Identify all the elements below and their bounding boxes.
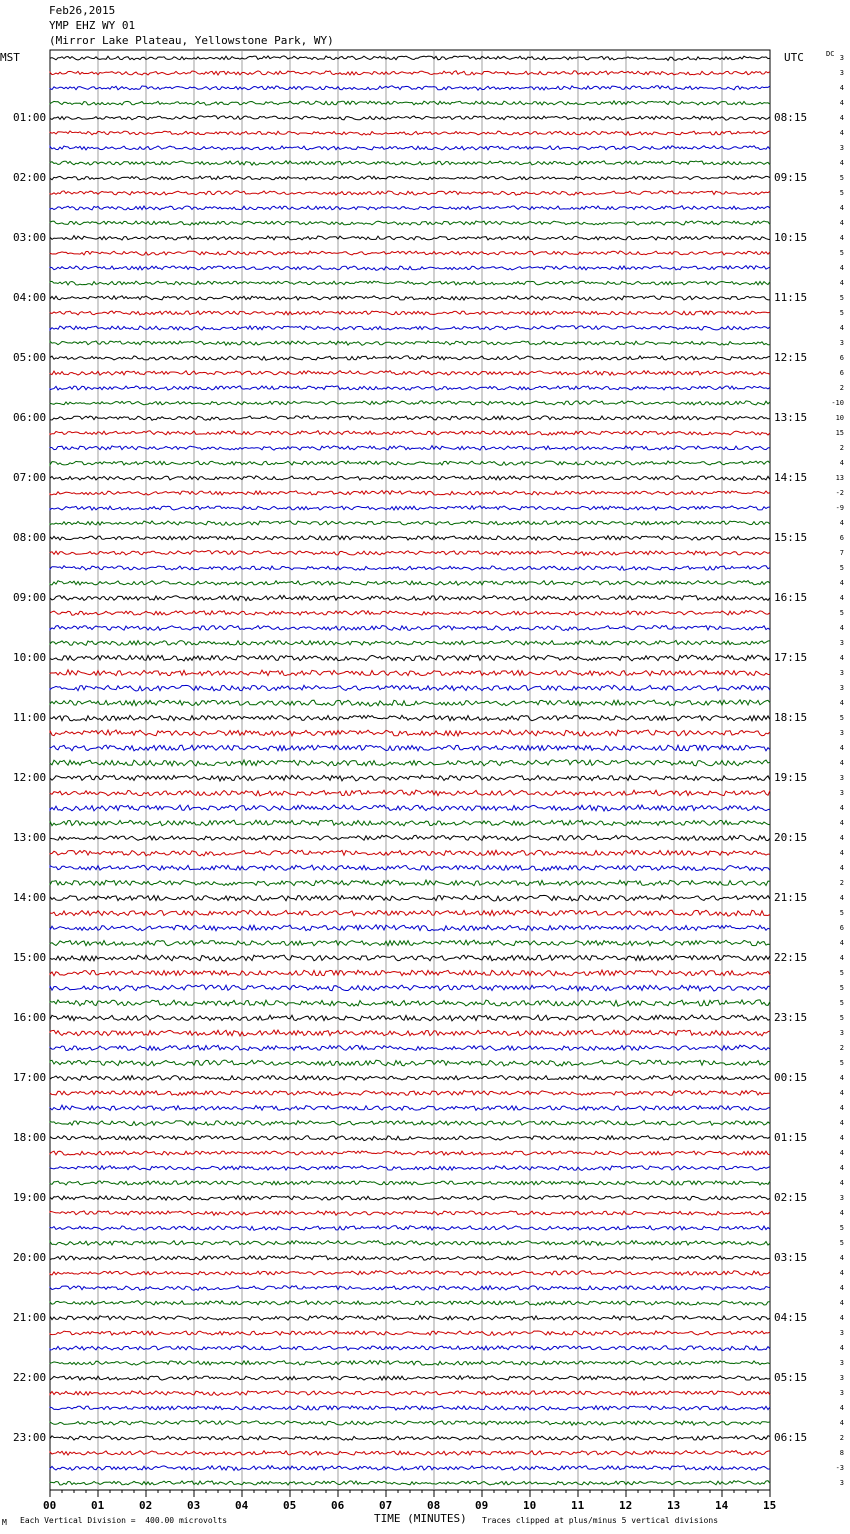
dc-offset-value: 7: [839, 549, 844, 557]
dc-offset-value: 4: [839, 1209, 844, 1217]
hour-label-right: 05:15: [774, 1371, 808, 1384]
x-tick-label: 11: [571, 1499, 585, 1512]
seismic-trace: [50, 910, 770, 916]
dc-offset-value: 13: [835, 474, 844, 482]
dc-offset-value: 4: [839, 759, 844, 767]
dc-offset-value: 3: [839, 144, 844, 152]
dc-offset-value: 4: [839, 1419, 844, 1427]
seismic-trace: [50, 880, 770, 886]
seismic-trace: [50, 1241, 770, 1246]
dc-offset-value: -9: [835, 504, 844, 512]
hour-label-right: 12:15: [774, 351, 808, 364]
seismic-trace: [50, 760, 770, 766]
dc-offset-value: 5: [839, 969, 844, 977]
dc-offset-value: 4: [839, 1164, 844, 1172]
dc-offset-value: 4: [839, 519, 844, 527]
seismic-trace: [50, 1060, 770, 1066]
seismic-trace: [50, 1360, 770, 1365]
dc-offset-value: 5: [839, 1224, 844, 1232]
dc-offset-value: 3: [839, 1329, 844, 1337]
hour-label-right: 15:15: [774, 531, 808, 544]
dc-offset-value: 3: [839, 339, 844, 347]
dc-offset-value: 2: [839, 444, 844, 452]
seismic-trace: [50, 1391, 770, 1396]
seismic-trace: [50, 116, 770, 121]
seismic-trace: [50, 715, 770, 721]
seismic-trace: [50, 281, 770, 285]
x-tick-label: 06: [331, 1499, 345, 1512]
seismic-trace: [50, 1436, 770, 1441]
seismic-trace: [50, 296, 770, 301]
seismic-trace: [50, 1271, 770, 1276]
seismic-trace: [50, 1151, 770, 1155]
seismic-trace: [50, 820, 770, 826]
seismic-trace: [50, 1075, 770, 1080]
hour-label-left: 07:00: [13, 471, 47, 484]
seismic-trace: [50, 925, 770, 931]
hour-label-left: 03:00: [13, 231, 47, 244]
seismic-trace: [50, 311, 770, 315]
hour-label-left: 15:00: [13, 951, 47, 964]
dc-offset-value: 4: [839, 1089, 844, 1097]
seismic-trace: [50, 206, 770, 210]
dc-offset-value: 3: [839, 789, 844, 797]
dc-offset-value: 4: [839, 954, 844, 962]
hour-label-right: 02:15: [774, 1191, 808, 1204]
seismic-trace: [50, 161, 770, 165]
dc-offset-value: 3: [839, 774, 844, 782]
dc-offset-value: 4: [839, 129, 844, 137]
dc-offset-value: 4: [839, 819, 844, 827]
seismic-trace: [50, 86, 770, 90]
hour-label-right: 04:15: [774, 1311, 808, 1324]
dc-offset-value: 5: [839, 1014, 844, 1022]
x-tick-label: 09: [475, 1499, 489, 1512]
hour-label-left: 18:00: [13, 1131, 47, 1144]
hour-label-left: 22:00: [13, 1371, 47, 1384]
dc-offset-value: 6: [839, 369, 844, 377]
dc-offset-value: -2: [835, 489, 844, 497]
dc-offset-value: 4: [839, 654, 844, 662]
seismic-trace: [50, 446, 770, 451]
dc-offset-value: 4: [839, 744, 844, 752]
seismic-trace: [50, 1000, 770, 1006]
seismic-trace: [50, 71, 770, 75]
dc-offset-value: 3: [839, 639, 844, 647]
dc-offset-value: 5: [839, 609, 844, 617]
x-tick-label: 03: [187, 1499, 201, 1512]
seismic-trace: [50, 1451, 770, 1456]
dc-offset-value: 4: [839, 1104, 844, 1112]
dc-offset-value: 4: [839, 804, 844, 812]
scale-note: Each Vertical Division = 400.00 microvolts: [20, 1516, 228, 1525]
dc-offset-value: 6: [839, 924, 844, 932]
dc-offset-value: 3: [839, 684, 844, 692]
seismic-trace: [50, 895, 770, 901]
dc-offset-value: 4: [839, 1344, 844, 1352]
hour-label-left: 09:00: [13, 591, 47, 604]
dc-offset-value: 3: [839, 1029, 844, 1037]
x-tick-label: 05: [283, 1499, 297, 1512]
dc-offset-value: 2: [839, 1044, 844, 1052]
dc-offset-value: 4: [839, 1299, 844, 1307]
seismic-trace: [50, 1481, 770, 1485]
seismic-trace: [50, 1181, 770, 1185]
x-tick-label: 13: [667, 1499, 681, 1512]
hour-label-right: 21:15: [774, 891, 808, 904]
seismic-trace: [50, 1466, 770, 1471]
hour-label-right: 19:15: [774, 771, 808, 784]
seismic-trace: [50, 1346, 770, 1351]
seismic-trace: [50, 491, 770, 496]
hour-label-left: 21:00: [13, 1311, 47, 1324]
seismic-trace: [50, 865, 770, 871]
seismic-trace: [50, 146, 770, 150]
dc-offset-value: 5: [839, 1239, 844, 1247]
dc-offset-value: 3: [839, 1479, 844, 1487]
seismic-trace: [50, 745, 770, 751]
seismic-trace: [50, 1015, 770, 1021]
x-tick-label: 01: [91, 1499, 105, 1512]
dc-offset-value: 4: [839, 594, 844, 602]
dc-offset-value: 4: [839, 579, 844, 587]
dc-offset-value: 2: [839, 1434, 844, 1442]
seismic-trace: [50, 386, 770, 390]
seismic-trace: [50, 1301, 770, 1306]
dc-offset-value: 4: [839, 1134, 844, 1142]
hour-label-left: 05:00: [13, 351, 47, 364]
dc-offset-value: 4: [839, 939, 844, 947]
seismic-trace: [50, 1286, 770, 1291]
seismic-trace: [50, 670, 770, 676]
seismic-trace: [50, 970, 770, 976]
dc-offset-value: 6: [839, 534, 844, 542]
hour-label-right: 09:15: [774, 171, 808, 184]
dc-offset-value: 5: [839, 564, 844, 572]
dc-offset-value: 2: [839, 879, 844, 887]
seismic-trace: [50, 521, 770, 525]
chart-date: Feb26,2015: [49, 4, 116, 17]
seismic-trace: [50, 1331, 770, 1336]
dc-offset-value: 4: [839, 699, 844, 707]
seismic-trace: [50, 850, 770, 856]
seismic-trace: [50, 1421, 770, 1426]
seismic-trace: [50, 266, 770, 271]
seismic-trace: [50, 730, 770, 736]
hour-label-left: 02:00: [13, 171, 47, 184]
seismic-trace: [50, 101, 770, 105]
dc-offset-value: 4: [839, 279, 844, 287]
x-tick-label: 08: [427, 1499, 441, 1512]
dc-offset-value: 3: [839, 54, 844, 62]
hour-label-right: 17:15: [774, 651, 808, 664]
hour-label-left: 10:00: [13, 651, 47, 664]
dc-offset-value: 5: [839, 984, 844, 992]
seismic-trace: [50, 685, 770, 691]
dc-offset-value: 4: [839, 234, 844, 242]
dc-offset-value: 4: [839, 894, 844, 902]
dc-offset-value: 4: [839, 834, 844, 842]
dc-offset-value: 3: [839, 729, 844, 737]
seismic-trace: [50, 790, 770, 796]
seismic-trace: [50, 626, 770, 631]
seismic-trace: [50, 476, 770, 481]
dc-offset-value: 5: [839, 189, 844, 197]
seismic-trace: [50, 1105, 770, 1110]
hour-label-right: 14:15: [774, 471, 808, 484]
seismic-trace: [50, 251, 770, 255]
x-axis-label: TIME (MINUTES): [374, 1512, 467, 1525]
seismic-trace: [50, 536, 770, 540]
dc-offset-value: 4: [839, 1179, 844, 1187]
station-location: (Mirror Lake Plateau, Yellowstone Park, WY): [49, 34, 334, 47]
x-tick-label: 10: [523, 1499, 537, 1512]
seismic-trace: [50, 1030, 770, 1036]
dc-offset-value: 4: [839, 1149, 844, 1157]
hour-label-left: 14:00: [13, 891, 47, 904]
dc-offset-value: 4: [839, 219, 844, 227]
dc-offset-value: 10: [835, 414, 844, 422]
dc-offset-value: 4: [839, 159, 844, 167]
dc-offset-value: 4: [839, 264, 844, 272]
hour-label-right: 00:15: [774, 1071, 808, 1084]
hour-label-right: 01:15: [774, 1131, 808, 1144]
dc-offset-value: 4: [839, 849, 844, 857]
dc-offset-value: 3: [839, 1374, 844, 1382]
seismic-trace: [50, 551, 770, 556]
dc-offset-value: 4: [839, 1314, 844, 1322]
hour-label-left: 13:00: [13, 831, 47, 844]
seismic-trace: [50, 1406, 770, 1410]
dc-offset-value: 4: [839, 1269, 844, 1277]
seismic-trace: [50, 1316, 770, 1321]
dc-offset-value: 3: [839, 669, 844, 677]
hour-label-right: 03:15: [774, 1251, 808, 1264]
seismic-trace: [50, 566, 770, 571]
dc-offset-value: 4: [839, 1074, 844, 1082]
dc-offset-value: 3: [839, 1389, 844, 1397]
seismic-trace: [50, 955, 770, 961]
left-timezone: MST: [0, 51, 20, 64]
hour-label-right: 23:15: [774, 1011, 808, 1024]
seismic-trace: [50, 1045, 770, 1051]
hour-label-right: 18:15: [774, 711, 808, 724]
dc-offset-value: 4: [839, 459, 844, 467]
hour-label-left: 20:00: [13, 1251, 47, 1264]
hour-label-right: 20:15: [774, 831, 808, 844]
dc-offset-value: 15: [835, 429, 844, 437]
dc-offset-value: 5: [839, 714, 844, 722]
seismic-trace: [50, 655, 770, 661]
seismic-trace: [50, 236, 770, 240]
hour-label-left: 04:00: [13, 291, 47, 304]
hour-label-right: 16:15: [774, 591, 808, 604]
dc-offset-value: 2: [839, 384, 844, 392]
seismic-trace: [50, 56, 770, 61]
seismic-trace: [50, 1226, 770, 1231]
station-code: YMP EHZ WY 01: [49, 19, 136, 32]
dc-offset-value: 4: [839, 84, 844, 92]
seismic-trace: [50, 401, 770, 405]
dc-offset-value: 3: [839, 69, 844, 77]
dc-offset-value: 8: [839, 1449, 844, 1457]
hour-label-left: 11:00: [13, 711, 47, 724]
seismic-trace: [50, 1166, 770, 1171]
seismic-trace: [50, 775, 770, 781]
hour-label-left: 16:00: [13, 1011, 47, 1024]
dc-offset-value: 5: [839, 1059, 844, 1067]
x-tick-label: 00: [43, 1499, 57, 1512]
hour-label-right: 11:15: [774, 291, 808, 304]
seismic-trace: [50, 700, 770, 706]
seismic-trace: [50, 341, 770, 346]
dc-offset-value: 5: [839, 249, 844, 257]
dc-offset-value: 3: [839, 1359, 844, 1367]
dc-offset-value: 5: [839, 294, 844, 302]
x-tick-label: 02: [139, 1499, 153, 1512]
seismic-trace: [50, 1256, 770, 1260]
seismic-trace: [50, 595, 770, 600]
seismic-trace: [50, 431, 770, 436]
dc-offset-value: 3: [839, 1194, 844, 1202]
seismic-trace: [50, 371, 770, 376]
hour-label-left: 12:00: [13, 771, 47, 784]
dc-offset-value: 4: [839, 1404, 844, 1412]
seismic-trace: [50, 221, 770, 225]
dc-offset-value: 5: [839, 309, 844, 317]
hour-label-left: 17:00: [13, 1071, 47, 1084]
hour-label-left: 08:00: [13, 531, 47, 544]
dc-header: DC: [826, 50, 835, 58]
seismic-trace: [50, 940, 770, 946]
dc-offset-value: -3: [835, 1464, 844, 1472]
seismic-trace: [50, 461, 770, 465]
seismic-trace: [50, 506, 770, 510]
seismic-trace: [50, 326, 770, 331]
seismic-trace: [50, 640, 770, 645]
footer-mark: M: [2, 1518, 7, 1527]
seismic-trace: [50, 611, 770, 616]
x-tick-label: 15: [763, 1499, 777, 1512]
seismic-trace: [50, 1376, 770, 1381]
seismic-trace: [50, 1196, 770, 1201]
hour-label-right: 06:15: [774, 1431, 808, 1444]
dc-offset-value: 4: [839, 324, 844, 332]
seismic-trace: [50, 191, 770, 195]
seismic-trace: [50, 1091, 770, 1096]
seismic-trace: [50, 581, 770, 586]
x-tick-label: 04: [235, 1499, 249, 1512]
hour-label-right: 13:15: [774, 411, 808, 424]
dc-offset-value: 6: [839, 354, 844, 362]
dc-offset-value: -10: [831, 399, 844, 407]
dc-offset-value: 4: [839, 99, 844, 107]
hour-label-left: 23:00: [13, 1431, 47, 1444]
dc-offset-value: 4: [839, 114, 844, 122]
x-tick-label: 12: [619, 1499, 633, 1512]
dc-offset-value: 5: [839, 999, 844, 1007]
dc-offset-value: 4: [839, 204, 844, 212]
x-tick-label: 14: [715, 1499, 729, 1512]
seismic-trace: [50, 1211, 770, 1216]
hour-label-right: 22:15: [774, 951, 808, 964]
seismic-trace: [50, 835, 770, 840]
seismic-trace: [50, 985, 770, 991]
dc-offset-value: 4: [839, 864, 844, 872]
hour-label-left: 06:00: [13, 411, 47, 424]
hour-label-right: 08:15: [774, 111, 808, 124]
seismic-trace: [50, 416, 770, 421]
dc-offset-value: 4: [839, 624, 844, 632]
x-tick-label: 07: [379, 1499, 393, 1512]
hour-label-left: 01:00: [13, 111, 47, 124]
dc-offset-value: 4: [839, 1119, 844, 1127]
seismic-trace: [50, 131, 770, 135]
hour-label-left: 19:00: [13, 1191, 47, 1204]
dc-offset-value: 5: [839, 174, 844, 182]
seismic-trace: [50, 805, 770, 811]
hour-label-right: 10:15: [774, 231, 808, 244]
dc-offset-value: 4: [839, 1254, 844, 1262]
right-timezone: UTC: [784, 51, 804, 64]
seismic-trace: [50, 356, 770, 360]
seismic-trace: [50, 176, 770, 180]
clip-note: Traces clipped at plus/minus 5 vertical divisions: [482, 1516, 719, 1525]
dc-offset-value: 5: [839, 909, 844, 917]
seismic-trace: [50, 1135, 770, 1140]
dc-offset-value: 4: [839, 1284, 844, 1292]
seismic-trace: [50, 1121, 770, 1126]
